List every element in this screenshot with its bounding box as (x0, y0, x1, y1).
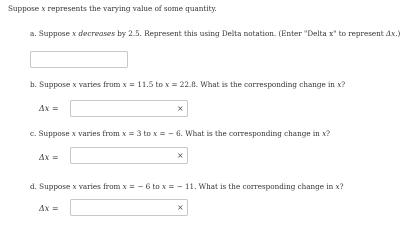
part-c-prefix: c. Suppose (30, 129, 72, 138)
part-c-clear-icon[interactable]: × (177, 151, 184, 160)
part-d-var3: x (162, 182, 167, 191)
part-d-prefix: d. Suppose (30, 182, 73, 191)
part-a-emph: decreases (76, 29, 116, 38)
part-d-answer-input[interactable] (70, 199, 188, 216)
intro-suffix: represents the varying value of some quantity. (45, 4, 217, 13)
part-d-mid3: = − 11. What is the corresponding change in (166, 182, 336, 191)
part-b-mid3: = 22.8. What is the corresponding change in (169, 80, 338, 89)
part-c-mid1: varies from (75, 129, 123, 138)
part-b-question (30, 80, 345, 89)
part-c-var2: x (122, 129, 127, 138)
part-d-clear-icon[interactable]: × (177, 203, 184, 212)
part-a-delta: Δx (385, 29, 396, 38)
intro-var: x (41, 4, 46, 13)
part-a-rest: by 2.5. Represent this using Delta notation. (Enter "Delta x" to represent (115, 29, 386, 38)
part-c-var: x (71, 129, 76, 138)
part-a-answer-input[interactable] (30, 51, 128, 68)
part-d-var2: x (122, 182, 127, 191)
part-c-end: ? (326, 129, 330, 138)
part-b-end: ? (341, 80, 346, 89)
part-d-question (30, 182, 343, 191)
part-b-mid1: varies from (76, 80, 123, 89)
part-d-mid2: = − 6 to (126, 182, 162, 191)
part-a-question (30, 29, 400, 38)
part-b-delta-label: Δx = (39, 104, 59, 113)
intro-prefix: Suppose (8, 4, 42, 13)
part-b-var3: x (165, 80, 170, 89)
part-c-delta-label: Δx = (39, 153, 59, 162)
part-c-var4: x (322, 129, 327, 138)
part-c-question (30, 129, 330, 138)
part-a-var: x (72, 29, 77, 38)
part-c-var3: x (153, 129, 158, 138)
part-b-prefix: b. Suppose (30, 80, 73, 89)
part-b-mid2: = 11.5 to (126, 80, 166, 89)
part-b-clear-icon[interactable]: × (177, 104, 184, 113)
intro-text (8, 4, 217, 13)
part-c-mid3: = − 6. What is the corresponding change in (157, 129, 323, 138)
part-b-var2: x (122, 80, 127, 89)
part-d-var4: x (335, 182, 340, 191)
part-a-prefix: a. Suppose (30, 29, 73, 38)
part-c-mid2: = 3 to (126, 129, 154, 138)
part-d-var: x (72, 182, 77, 191)
part-d-mid1: varies from (76, 182, 123, 191)
part-b-var: x (72, 80, 77, 89)
part-d-end: ? (339, 182, 344, 191)
part-d-delta-label: Δx = (39, 204, 59, 213)
part-a-end: .) (395, 29, 401, 38)
part-c-answer-input[interactable] (70, 147, 188, 164)
part-b-var4: x (337, 80, 342, 89)
part-b-answer-input[interactable] (70, 100, 188, 117)
